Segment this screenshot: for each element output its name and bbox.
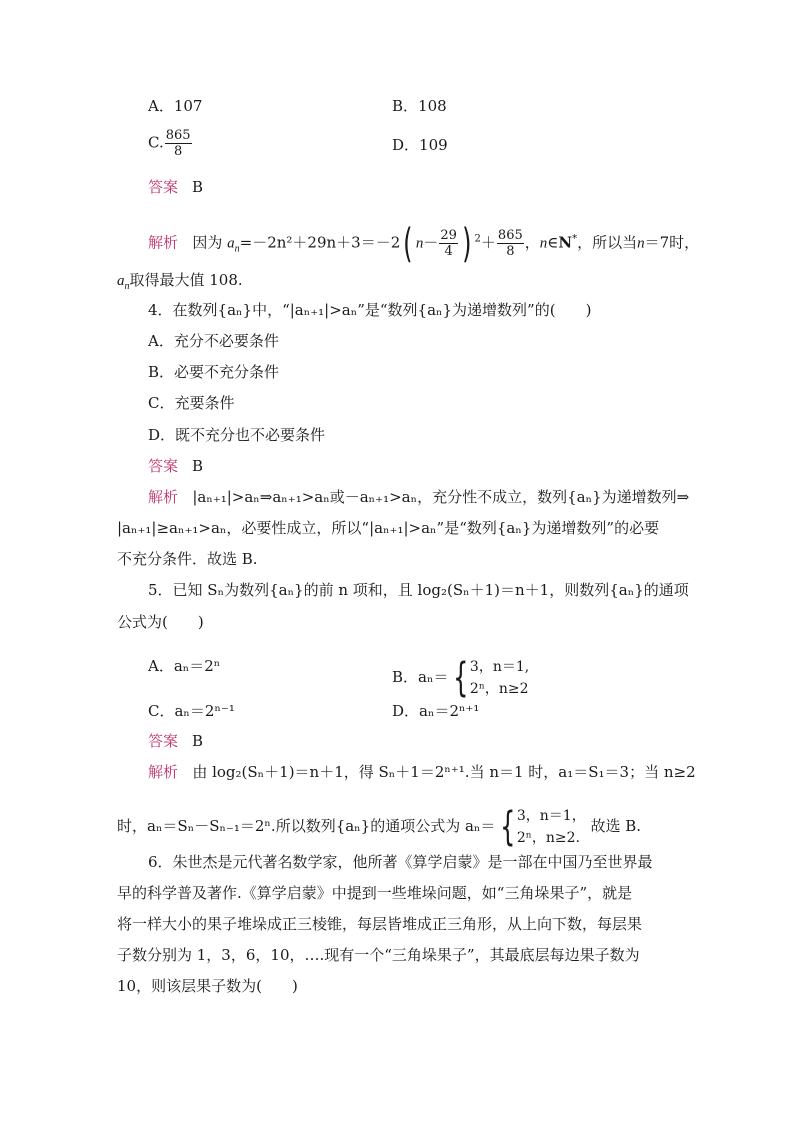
fraction-29-4 xyxy=(439,228,458,259)
q3-analysis-line2: $a_n$取得最大值 108. xyxy=(117,271,243,292)
piecewise-cases xyxy=(495,805,585,849)
analysis-tail2: ＝7时， xyxy=(644,233,700,252)
case-row: 3，n＝1, xyxy=(469,659,530,675)
q4-analysis xyxy=(148,487,689,507)
answer-label: 答案 xyxy=(148,457,179,475)
q5-stem-line2: 公式为( ) xyxy=(117,613,204,631)
brace-glyph: { xyxy=(453,655,469,701)
analysis-line: 由 log₂(Sₙ＋1)＝n＋1，得 Sₙ＋1＝2ⁿ⁺¹.当 n＝1 时，a₁＝S₁＝3；当 n≥2 xyxy=(192,763,696,781)
q3-answer xyxy=(148,177,203,197)
q5-analysis xyxy=(148,762,696,782)
analysis-conclusion: 取得最大值 108. xyxy=(129,271,243,289)
case-row: 3，n＝1， xyxy=(516,808,586,824)
q3-analysis: 解析 因为 $a_n=-2n^2+29n+3=-2$( n－ $\frac{29}{4}$ ) $^2$＋ $\frac{865}{8}$ ，n∈N*，所以当n＝7时， xyxy=(148,220,700,267)
q6-line2: 早的科学普及著作.《算学启蒙》中提到一些堆垛问题，如“三角垛果子”，就是 xyxy=(117,884,633,902)
q5-answer xyxy=(148,731,203,751)
analysis-tail: ，所以当 xyxy=(577,233,638,252)
q4-analysis-line2: |aₙ₊₁|≥aₙ₊₁>aₙ，必要性成立，所以“|aₙ₊₁|>aₙ”是“数列{aₙ}为递增数列”的必要 xyxy=(117,519,660,537)
analysis-text: 因为 xyxy=(192,233,223,252)
q4-option-a: A．充分不必要条件 xyxy=(148,332,279,350)
answer-value: B xyxy=(192,178,204,196)
q4-analysis-line3: 不充分条件．故选 B. xyxy=(117,550,258,568)
analysis-label: 解析 xyxy=(148,763,179,781)
analysis-label: 解析 xyxy=(148,233,179,252)
q6-line4: 子数分别为 1，3，6，10，….现有一个“三角垛果子”，其最底层每边果子数为 xyxy=(117,946,640,964)
q3-option-d: D．109 xyxy=(392,136,448,154)
q5-option-d: D．aₙ＝2ⁿ⁺¹ xyxy=(392,702,480,720)
fraction-denominator: 8 xyxy=(173,144,183,159)
fraction-denominator: 8 xyxy=(506,244,515,259)
right-paren-glyph: ) xyxy=(462,220,472,267)
q6-line1: 6．朱世杰是元代著名数学家，他所著《算学启蒙》是一部在中国乃至世界最 xyxy=(148,853,653,871)
analysis-line: |aₙ₊₁|>aₙ⇒aₙ₊₁>aₙ或－aₙ₊₁>aₙ，充分性不成立，数列{aₙ}为递增数列⇒ xyxy=(192,488,690,506)
fraction-numerator: 865 xyxy=(497,228,523,243)
analysis-label: 解析 xyxy=(148,488,179,506)
answer-value: B xyxy=(192,457,204,475)
q4-option-d: D．既不充分也不必要条件 xyxy=(148,426,326,444)
answer-label: 答案 xyxy=(148,732,179,750)
piecewise-cases xyxy=(448,656,529,700)
q3-option-c xyxy=(148,128,193,159)
q4-stem: 4．在数列{aₙ}中，“|aₙ₊₁|>aₙ”是“数列{aₙ}为递增数列”的( ) xyxy=(148,301,592,319)
case-row: 2ⁿ，n≥2. xyxy=(516,830,580,846)
q5-option-c: C．aₙ＝2ⁿ⁻¹ xyxy=(148,702,235,720)
q6-line5: 10，则该层果子数为( ) xyxy=(117,977,298,995)
case-row: 2ⁿ，n≥2 xyxy=(469,681,529,697)
answer-label: 答案 xyxy=(148,178,179,196)
answer-value: B xyxy=(192,732,204,750)
q5-option-b xyxy=(392,656,529,700)
fraction-numerator: 865 xyxy=(165,128,191,143)
analysis-suffix: 故选 B. xyxy=(590,817,642,835)
left-paren-glyph: ( xyxy=(403,220,413,267)
q3-option-a: A．107 xyxy=(148,97,203,115)
q6-line3: 将一样大小的果子堆垛成正三棱锥，每层皆堆成正三角形，从上向下数，每层果 xyxy=(117,915,643,933)
fraction-865-8 xyxy=(497,228,524,259)
analysis-equation: =－2n²＋29n＋3＝－2 xyxy=(239,233,401,252)
brace-glyph: { xyxy=(500,804,516,850)
fraction-numerator: 29 xyxy=(440,228,457,243)
option-prefix: B．aₙ＝ xyxy=(392,668,449,686)
q4-option-b: B．必要不充分条件 xyxy=(148,363,280,381)
q3-option-b: B．108 xyxy=(392,97,447,115)
fraction-denominator: 4 xyxy=(444,244,453,259)
q5-stem-line1: 5．已知 Sₙ为数列{aₙ}的前 n 项和，且 log₂(Sₙ＋1)＝n＋1，则数列{aₙ}的通项 xyxy=(148,581,689,599)
q4-option-c: C．充要条件 xyxy=(148,394,235,412)
q5-option-a: A．aₙ＝2ⁿ xyxy=(148,657,221,675)
q4-answer xyxy=(148,456,203,476)
q3-option-c-prefix: C. xyxy=(148,133,164,152)
q5-analysis-line2 xyxy=(117,805,641,849)
analysis-line: 时，aₙ＝Sₙ－Sₙ₋₁＝2ⁿ.所以数列{aₙ}的通项公式为 aₙ＝ xyxy=(117,817,496,835)
q3-option-c-fraction xyxy=(165,128,192,159)
